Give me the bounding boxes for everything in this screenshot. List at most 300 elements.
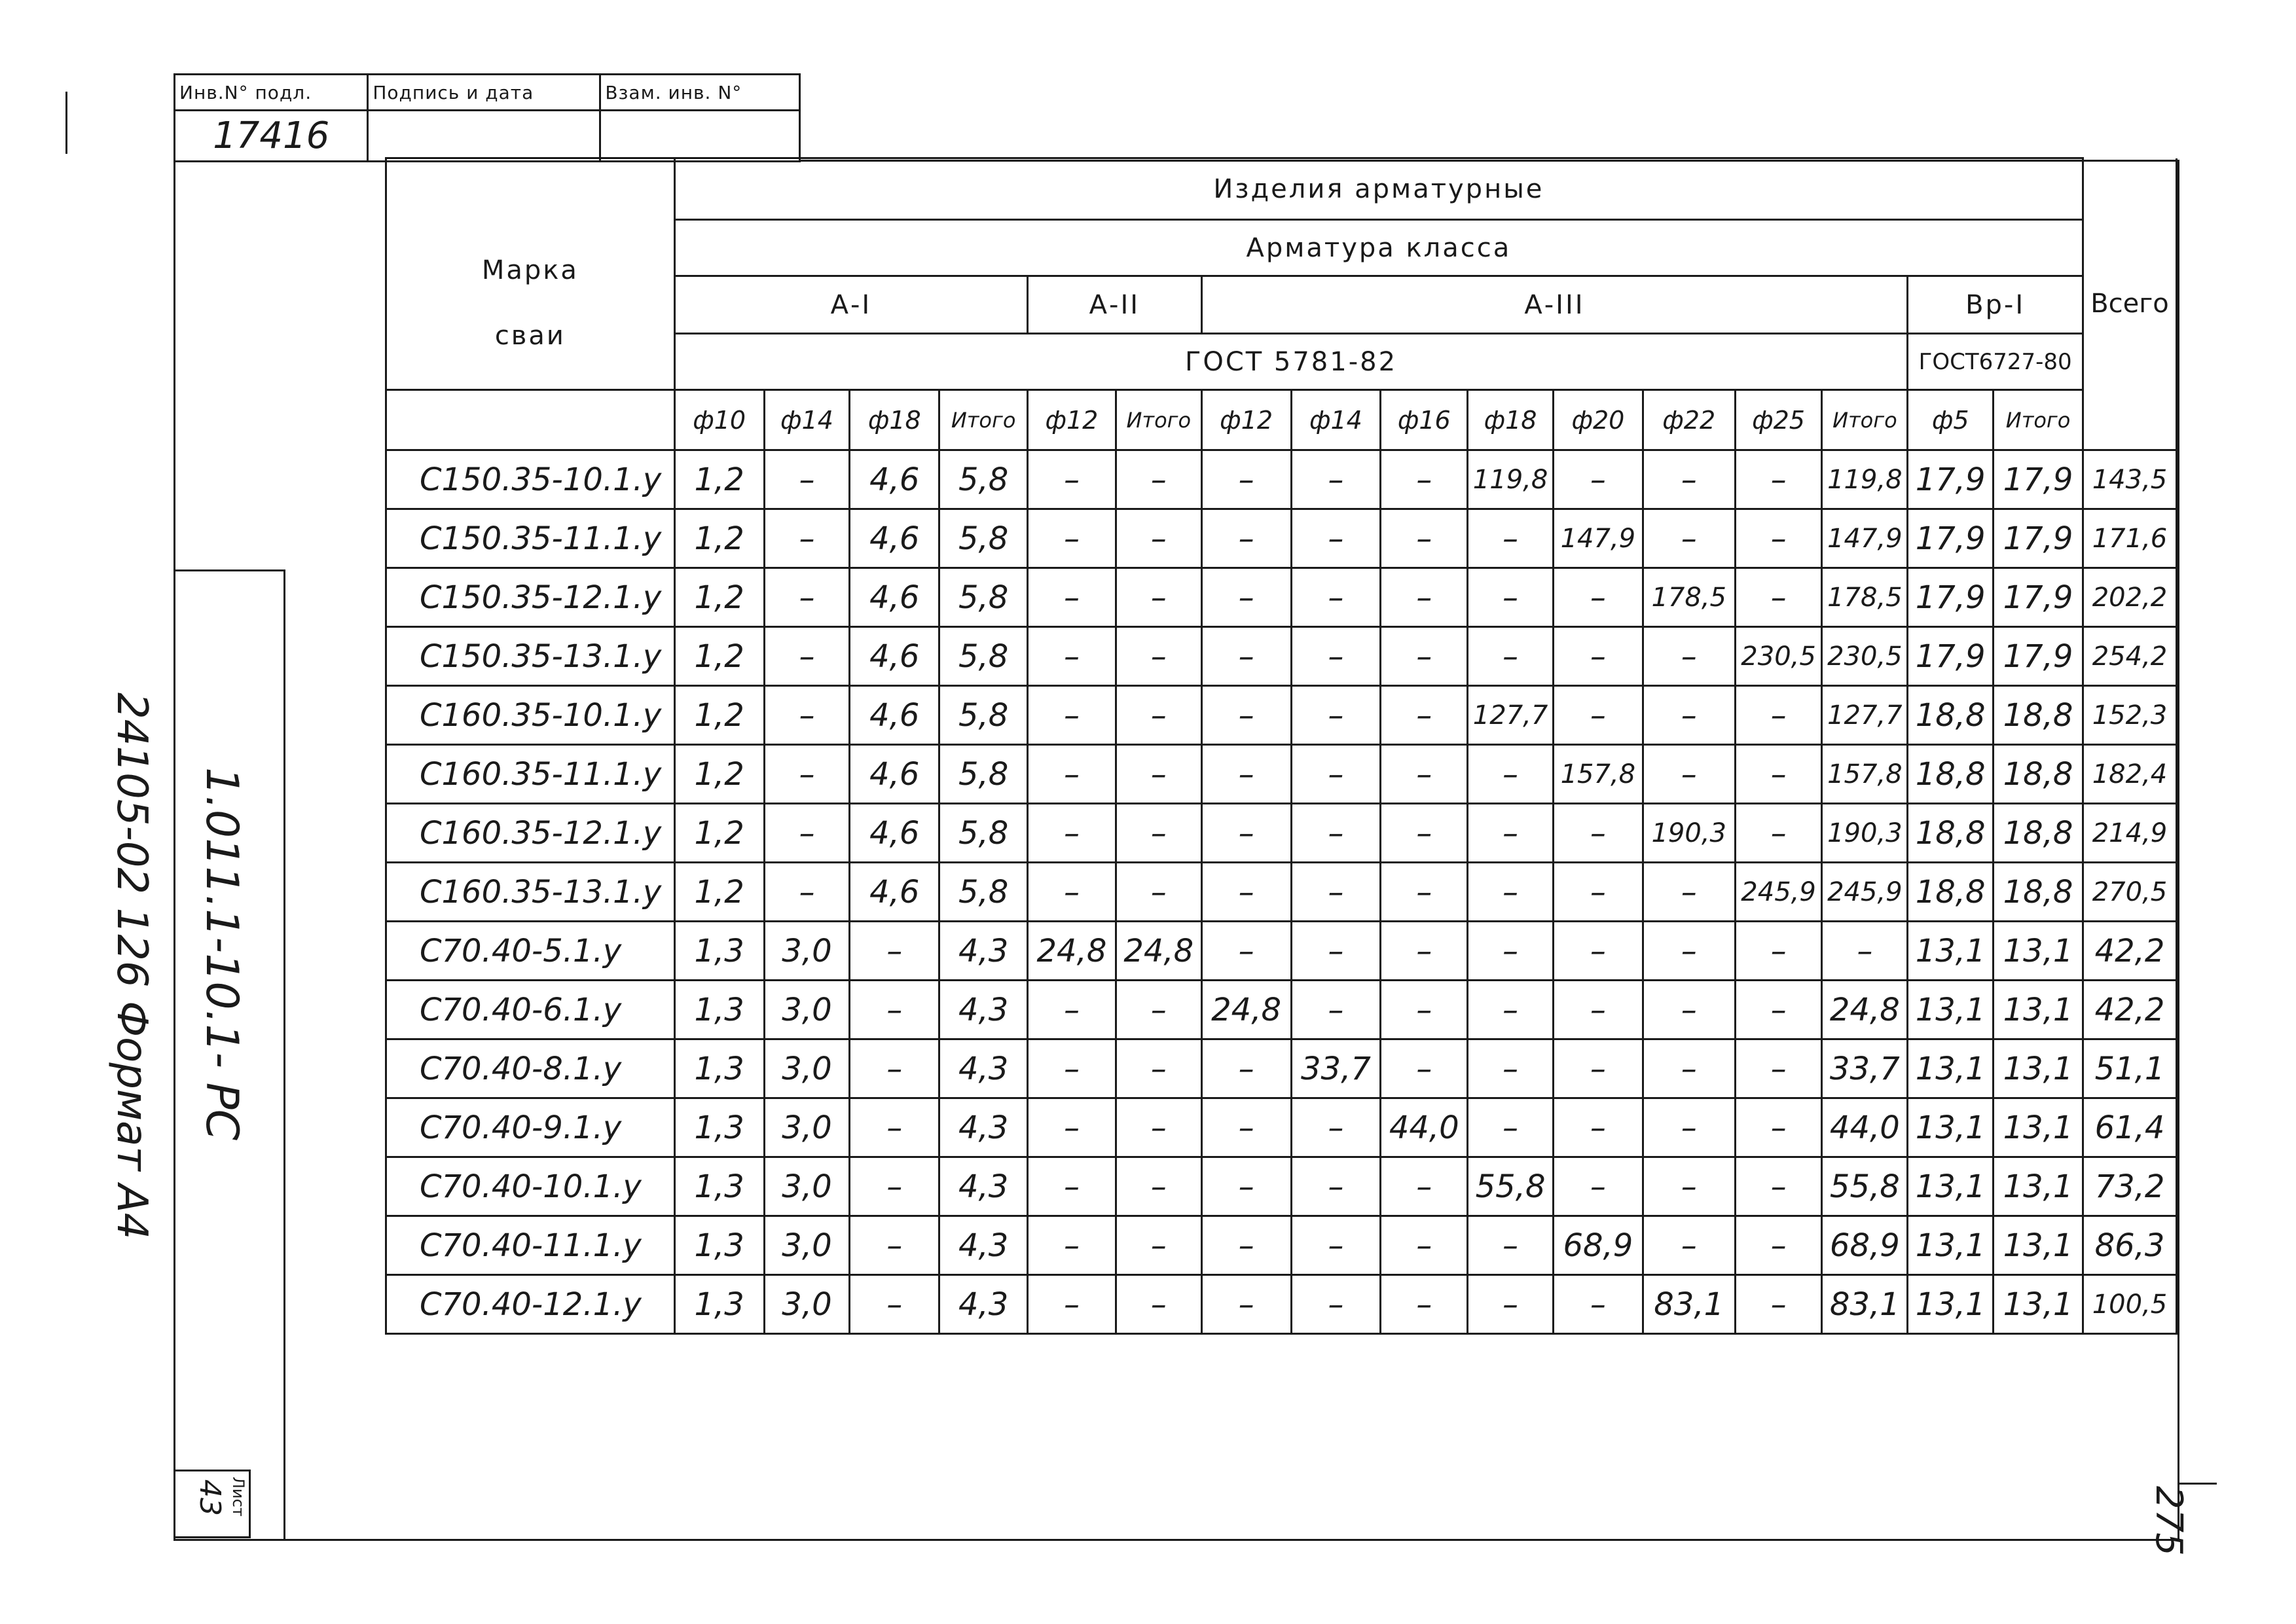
table-row: [386, 981, 2177, 1039]
table-cell: –: [1468, 1039, 1554, 1098]
table-cell: 3,0: [764, 1275, 850, 1334]
table-cell: –: [1735, 922, 1822, 981]
table-cell: 17,9: [1908, 450, 1994, 509]
table-cell: –: [1116, 804, 1201, 863]
table-cell: –: [1735, 1216, 1822, 1275]
table-cell: 61,4: [2083, 1098, 2177, 1157]
table-cell: –: [1643, 509, 1735, 568]
table-cell: –: [850, 1275, 939, 1334]
table-cell: –: [1381, 1275, 1468, 1334]
table-cell: 4,3: [939, 1157, 1028, 1216]
table-cell: 4,6: [850, 745, 939, 804]
table-cell: 13,1: [1994, 1275, 2083, 1334]
table-cell: 5,8: [939, 568, 1028, 627]
pile-mark: С70.40-5.1.у: [386, 922, 675, 981]
table-cell: –: [1643, 922, 1735, 981]
table-cell: 5,8: [939, 509, 1028, 568]
table-cell: –: [1201, 627, 1291, 686]
table-cell: –: [1291, 568, 1381, 627]
stamp-inv-number: 17416: [175, 111, 368, 162]
table-cell: 17,9: [1994, 568, 2083, 627]
pile-mark: С160.35-11.1.у: [386, 745, 675, 804]
stamp-replace-cell: [600, 111, 800, 162]
table-cell: 4,3: [939, 1275, 1028, 1334]
table-cell: –: [1381, 1039, 1468, 1098]
table-cell: 4,3: [939, 922, 1028, 981]
table-cell: –: [1553, 450, 1643, 509]
table-cell: –: [1468, 1275, 1554, 1334]
table-cell: 55,8: [1468, 1157, 1554, 1216]
table-cell: 100,5: [2083, 1275, 2177, 1334]
table-cell: –: [1116, 863, 1201, 922]
table-cell: 245,9: [1735, 863, 1822, 922]
pile-mark: С150.35-10.1.у: [386, 450, 675, 509]
table-cell: –: [1381, 1216, 1468, 1275]
table-cell: 18,8: [1994, 686, 2083, 745]
table-cell: –: [1468, 804, 1554, 863]
sheet-label: Лист: [229, 1477, 247, 1517]
table-cell: 18,8: [1994, 863, 2083, 922]
table-cell: 33,7: [1822, 1039, 1908, 1098]
table-cell: 152,3: [2083, 686, 2177, 745]
table-cell: –: [1116, 1039, 1201, 1098]
table-cell: –: [1201, 509, 1291, 568]
pile-mark: С150.35-13.1.у: [386, 627, 675, 686]
table-cell: –: [1735, 686, 1822, 745]
table-cell: –: [1291, 981, 1381, 1039]
table-cell: 171,6: [2083, 509, 2177, 568]
column-header: Итого: [1822, 390, 1908, 450]
table-cell: 3,0: [764, 1039, 850, 1098]
table-cell: –: [1201, 804, 1291, 863]
table-cell: –: [1735, 804, 1822, 863]
table-cell: 5,8: [939, 686, 1028, 745]
table-cell: –: [1735, 509, 1822, 568]
class-a2-header: А-II: [1028, 276, 1202, 334]
side-doc-code: 24105-02 126 Формат А4: [107, 693, 156, 1240]
table-cell: 5,8: [939, 863, 1028, 922]
side-series: 1.011.1-10.1- РС: [196, 767, 247, 1141]
table-cell: –: [1291, 686, 1381, 745]
table-cell: –: [1553, 922, 1643, 981]
table-cell: –: [1381, 686, 1468, 745]
pile-mark: С160.35-13.1.у: [386, 863, 675, 922]
table-cell: 119,8: [1468, 450, 1554, 509]
table-cell: –: [1553, 686, 1643, 745]
table-cell: –: [1553, 981, 1643, 1039]
table-cell: 18,8: [1908, 863, 1994, 922]
table-cell: 1,2: [674, 863, 764, 922]
frame-right-line: [2178, 160, 2179, 1541]
table-cell: 4,6: [850, 863, 939, 922]
table-cell: –: [1468, 745, 1554, 804]
table-cell: –: [1553, 1039, 1643, 1098]
table-cell: 18,8: [1994, 745, 2083, 804]
column-header: ф12: [1201, 390, 1291, 450]
table-cell: –: [1116, 627, 1201, 686]
table-cell: –: [1291, 922, 1381, 981]
table-row: [386, 922, 2177, 981]
column-header: ф18: [1468, 390, 1554, 450]
table-cell: 157,8: [1553, 745, 1643, 804]
table-cell: 4,3: [939, 1216, 1028, 1275]
table-cell: 13,1: [1994, 1157, 2083, 1216]
pile-mark: С70.40-11.1.у: [386, 1216, 675, 1275]
table-cell: 3,0: [764, 1098, 850, 1157]
table-cell: 3,0: [764, 1157, 850, 1216]
table-cell: 4,3: [939, 1039, 1028, 1098]
table-cell: –: [764, 568, 850, 627]
table-cell: 157,8: [1822, 745, 1908, 804]
sheet-number: 43: [193, 1479, 227, 1516]
table-cell: 3,0: [764, 1216, 850, 1275]
table-cell: 178,5: [1822, 568, 1908, 627]
table-row: [386, 863, 2177, 922]
table-cell: 5,8: [939, 450, 1028, 509]
table-cell: –: [1468, 509, 1554, 568]
pile-mark: С70.40-10.1.у: [386, 1157, 675, 1216]
pile-mark: С70.40-8.1.у: [386, 1039, 675, 1098]
table-row: [386, 686, 2177, 745]
table-cell: 18,8: [1994, 804, 2083, 863]
table-cell: 127,7: [1822, 686, 1908, 745]
sheet-box-divider: [249, 1470, 251, 1538]
table-row: [386, 1098, 2177, 1157]
table-cell: 4,6: [850, 568, 939, 627]
table-cell: 4,6: [850, 509, 939, 568]
table-cell: 42,2: [2083, 922, 2177, 981]
table-cell: 13,1: [1908, 922, 1994, 981]
table-cell: 33,7: [1291, 1039, 1381, 1098]
table-cell: 1,3: [674, 981, 764, 1039]
mark-label-1: Марка: [481, 255, 579, 285]
table-cell: 1,2: [674, 509, 764, 568]
table-cell: 3,0: [764, 922, 850, 981]
column-header: Итого: [939, 390, 1028, 450]
table-cell: –: [1553, 804, 1643, 863]
table-cell: –: [1381, 745, 1468, 804]
table-cell: –: [1735, 981, 1822, 1039]
table-cell: 68,9: [1822, 1216, 1908, 1275]
table-cell: –: [1381, 450, 1468, 509]
table-cell: –: [1291, 1098, 1381, 1157]
table-cell: –: [764, 686, 850, 745]
table-cell: 13,1: [1994, 1216, 2083, 1275]
table-cell: 245,9: [1822, 863, 1908, 922]
sheet-box: [173, 1470, 251, 1538]
table-cell: –: [1553, 568, 1643, 627]
table-cell: 86,3: [2083, 1216, 2177, 1275]
table-cell: 17,9: [1994, 509, 2083, 568]
table-cell: –: [764, 804, 850, 863]
table-cell: –: [1201, 1039, 1291, 1098]
table-cell: 147,9: [1553, 509, 1643, 568]
table-cell: 4,3: [939, 981, 1028, 1039]
table-cell: 5,8: [939, 804, 1028, 863]
stamp-replace-header: Взам. инв. N°: [600, 75, 800, 111]
table-row: [386, 450, 2177, 509]
table-cell: –: [850, 1039, 939, 1098]
table-cell: –: [1643, 1157, 1735, 1216]
table-cell: –: [1201, 568, 1291, 627]
table-cell: 13,1: [1994, 1098, 2083, 1157]
table-cell: 4,6: [850, 804, 939, 863]
table-cell: –: [1643, 745, 1735, 804]
table-cell: –: [1735, 745, 1822, 804]
table-cell: 182,4: [2083, 745, 2177, 804]
table-cell: –: [1553, 1098, 1643, 1157]
column-header: ф14: [764, 390, 850, 450]
column-header: Итого: [1994, 390, 2083, 450]
table-cell: 44,0: [1381, 1098, 1468, 1157]
table-cell: –: [1028, 450, 1116, 509]
table-cell: –: [1028, 981, 1116, 1039]
table-cell: 178,5: [1643, 568, 1735, 627]
table-cell: 214,9: [2083, 804, 2177, 863]
pile-mark: С70.40-12.1.у: [386, 1275, 675, 1334]
gost-bp-header: ГОСТ6727-80: [1908, 334, 2083, 390]
table-cell: 127,7: [1468, 686, 1554, 745]
class-a1-header: А-I: [674, 276, 1027, 334]
table-cell: –: [850, 1157, 939, 1216]
table-cell: –: [1643, 450, 1735, 509]
table-cell: 1,3: [674, 1098, 764, 1157]
frame-bottom-line: [173, 1539, 2179, 1541]
table-cell: 147,9: [1822, 509, 1908, 568]
table-cell: 4,6: [850, 686, 939, 745]
frame-left-line: [173, 160, 175, 1541]
table-cell: 13,1: [1908, 1216, 1994, 1275]
table-cell: –: [764, 509, 850, 568]
table-cell: 1,3: [674, 1216, 764, 1275]
pile-mark: С150.35-11.1.у: [386, 509, 675, 568]
table-cell: –: [1116, 686, 1201, 745]
table-cell: 254,2: [2083, 627, 2177, 686]
table-cell: –: [1116, 450, 1201, 509]
table-cell: –: [1116, 981, 1201, 1039]
table-cell: –: [1028, 1216, 1116, 1275]
table-cell: –: [1201, 1157, 1291, 1216]
table-cell: 1,2: [674, 686, 764, 745]
table-cell: –: [1028, 804, 1116, 863]
table-cell: 68,9: [1553, 1216, 1643, 1275]
table-cell: –: [1643, 863, 1735, 922]
table-cell: –: [1735, 450, 1822, 509]
rebar-class-header: Арматура класса: [674, 220, 2083, 276]
table-cell: 24,8: [1201, 981, 1291, 1039]
table-cell: –: [1291, 863, 1381, 922]
table-cell: 4,6: [850, 627, 939, 686]
table-cell: –: [1553, 1275, 1643, 1334]
table-cell: –: [1291, 1216, 1381, 1275]
table-cell: –: [1201, 863, 1291, 922]
table-cell: 1,3: [674, 1039, 764, 1098]
table-cell: 3,0: [764, 981, 850, 1039]
class-bp1-header: Вр-I: [1908, 276, 2083, 334]
table-cell: –: [764, 627, 850, 686]
column-header: ф10: [674, 390, 764, 450]
table-cell: –: [1381, 1157, 1468, 1216]
column-header: ф16: [1381, 390, 1468, 450]
table-cell: –: [850, 922, 939, 981]
table-cell: –: [764, 745, 850, 804]
column-header: ф14: [1291, 390, 1381, 450]
table-cell: –: [1028, 1275, 1116, 1334]
table-cell: –: [1201, 686, 1291, 745]
table-cell: –: [1468, 627, 1554, 686]
table-cell: 13,1: [1908, 1157, 1994, 1216]
table-cell: –: [1735, 1275, 1822, 1334]
table-cell: 1,2: [674, 804, 764, 863]
page-number-tick: [2178, 1483, 2217, 1485]
table-row: [386, 627, 2177, 686]
column-header: ф22: [1643, 390, 1735, 450]
table-cell: –: [1468, 1098, 1554, 1157]
table-cell: –: [1116, 509, 1201, 568]
table-row: [386, 1157, 2177, 1216]
table-cell: 5,8: [939, 627, 1028, 686]
table-cell: –: [1201, 450, 1291, 509]
side-column-top: [173, 569, 285, 571]
table-cell: –: [1381, 568, 1468, 627]
table-cell: –: [1291, 450, 1381, 509]
table-cell: 17,9: [1908, 509, 1994, 568]
table-cell: 230,5: [1735, 627, 1822, 686]
products-header: Изделия арматурные: [674, 158, 2083, 220]
table-cell: –: [1643, 686, 1735, 745]
table-cell: 83,1: [1643, 1275, 1735, 1334]
table-cell: 42,2: [2083, 981, 2177, 1039]
table-cell: –: [1201, 1275, 1291, 1334]
pile-mark: С160.35-12.1.у: [386, 804, 675, 863]
table-cell: –: [1643, 1039, 1735, 1098]
table-cell: –: [1291, 804, 1381, 863]
table-cell: –: [764, 863, 850, 922]
table-cell: –: [1468, 863, 1554, 922]
table-cell: –: [1735, 568, 1822, 627]
table-cell: –: [1201, 922, 1291, 981]
table-cell: –: [1116, 1216, 1201, 1275]
approval-stamp: [173, 73, 801, 162]
column-header: ф12: [1028, 390, 1116, 450]
table-cell: 18,8: [1908, 686, 1994, 745]
table-cell: –: [1028, 568, 1116, 627]
pile-mark: С150.35-12.1.у: [386, 568, 675, 627]
table-cell: –: [1643, 627, 1735, 686]
table-cell: –: [1116, 745, 1201, 804]
table-row: [386, 1216, 2177, 1275]
table-cell: –: [1291, 627, 1381, 686]
column-header: ф5: [1908, 390, 1994, 450]
table-cell: 17,9: [1908, 568, 1994, 627]
table-cell: –: [1643, 1098, 1735, 1157]
table-cell: –: [1735, 1157, 1822, 1216]
table-cell: –: [1381, 627, 1468, 686]
table-row: [386, 804, 2177, 863]
gost-main-header: ГОСТ 5781-82: [674, 334, 1908, 390]
table-cell: 24,8: [1116, 922, 1201, 981]
table-cell: –: [1028, 509, 1116, 568]
table-cell: 1,2: [674, 568, 764, 627]
table-cell: –: [850, 1098, 939, 1157]
table-cell: –: [1201, 1216, 1291, 1275]
class-a3-header: А-III: [1201, 276, 1908, 334]
table-cell: 190,3: [1643, 804, 1735, 863]
table-cell: 55,8: [1822, 1157, 1908, 1216]
side-column-line: [283, 569, 285, 1541]
table-cell: –: [1381, 863, 1468, 922]
table-cell: 17,9: [1908, 627, 1994, 686]
column-header: Итого: [1116, 390, 1201, 450]
reinforcement-table: [385, 157, 2178, 1335]
column-header: ф18: [850, 390, 939, 450]
table-cell: 5,8: [939, 745, 1028, 804]
page-number: 275: [2147, 1486, 2190, 1556]
table-cell: 270,5: [2083, 863, 2177, 922]
table-cell: 13,1: [1994, 981, 2083, 1039]
table-cell: –: [1028, 627, 1116, 686]
table-cell: 1,2: [674, 450, 764, 509]
table-cell: –: [1468, 1216, 1554, 1275]
table-cell: 83,1: [1822, 1275, 1908, 1334]
table-cell: –: [764, 450, 850, 509]
mark-label-2: сваи: [494, 321, 566, 351]
table-cell: –: [1643, 1216, 1735, 1275]
table-row: [386, 1275, 2177, 1334]
table-cell: 190,3: [1822, 804, 1908, 863]
table-cell: 1,3: [674, 1157, 764, 1216]
table-cell: –: [850, 981, 939, 1039]
pile-mark: С70.40-6.1.у: [386, 981, 675, 1039]
table-cell: 18,8: [1908, 745, 1994, 804]
table-cell: 1,2: [674, 745, 764, 804]
table-cell: –: [1116, 1275, 1201, 1334]
table-cell: –: [1116, 1098, 1201, 1157]
column-header: ф25: [1735, 390, 1822, 450]
table-row: [386, 745, 2177, 804]
table-cell: –: [1381, 509, 1468, 568]
stamp-inv-header: Инв.N° подл.: [175, 75, 368, 111]
table-cell: –: [1291, 1275, 1381, 1334]
table-row: [386, 568, 2177, 627]
table-cell: –: [1468, 981, 1554, 1039]
table-cell: 44,0: [1822, 1098, 1908, 1157]
table-cell: –: [1735, 1098, 1822, 1157]
column-header: ф20: [1553, 390, 1643, 450]
table-cell: –: [1116, 1157, 1201, 1216]
table-cell: –: [1468, 922, 1554, 981]
table-cell: –: [1822, 922, 1908, 981]
stamp-sign-header: Подпись и дата: [368, 75, 600, 111]
table-cell: –: [1028, 686, 1116, 745]
total-header: Всего: [2083, 158, 2177, 450]
table-cell: 230,5: [1822, 627, 1908, 686]
table-cell: 18,8: [1908, 804, 1994, 863]
mark-header-bottom: [386, 390, 675, 450]
table-row: [386, 509, 2177, 568]
table-cell: 13,1: [1908, 981, 1994, 1039]
table-cell: –: [1381, 804, 1468, 863]
table-cell: –: [1028, 863, 1116, 922]
table-cell: –: [850, 1216, 939, 1275]
table-cell: 51,1: [2083, 1039, 2177, 1098]
table-cell: 13,1: [1908, 1098, 1994, 1157]
table-cell: 24,8: [1822, 981, 1908, 1039]
table-cell: –: [1028, 1098, 1116, 1157]
table-cell: 4,6: [850, 450, 939, 509]
pile-mark: С160.35-10.1.у: [386, 686, 675, 745]
table-cell: 13,1: [1908, 1039, 1994, 1098]
